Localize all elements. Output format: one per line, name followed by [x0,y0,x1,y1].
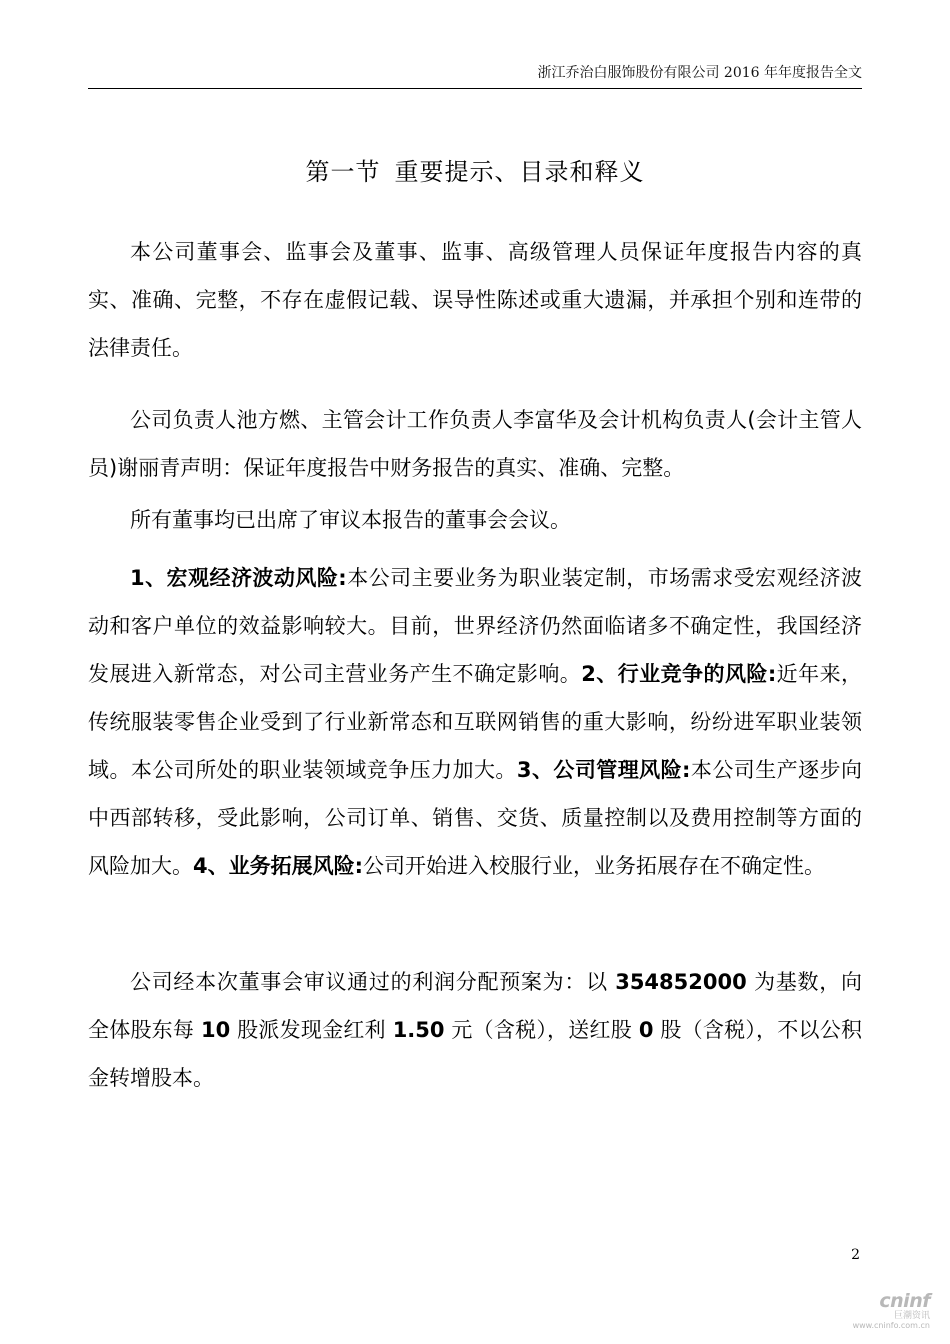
risk-text: 本公司生产逐步向中西部转移，受此影响，公司订单、销售、交货、质量控制以及费用控制等方面的风险加大。 [88,758,863,878]
risk-text: 公司开始进入校服行业，业务拓展存在不确定性。 [363,854,826,878]
paragraph-statement [88,396,862,492]
risk-paragraph [88,554,862,890]
risk-text: 本公司主要业务为职业装定制，市场需求受宏观经济波动和客户单位的效益影响较大。目前，世界经济仍然面临诸多不确定性，我国经济发展进入新常态，对公司主营业务产生不确定影响。 [88,566,862,686]
distribution-text: 股派发现金红利 [230,1018,393,1042]
distribution-text: 元（含税），送红股 [444,1018,639,1042]
paragraph-text: 本公司董事会、监事会及董事、监事、高级管理人员保证年度报告内容的真实、准确、完整，不存在虚假记载、误导性陈述或重大遗漏，并承担个别和连带的法律责任。 [88,240,862,360]
paragraph-responsibility [88,228,862,372]
risk-text: 近年来，传统服装零售企业受到了行业新常态和互联网销售的重大影响，纷纷进军职业装领域。本公司所处的职业装领域竞争压力加大。 [88,662,863,782]
distribution-paragraph [88,958,862,1102]
risk-label: 2、行业竞争的风险: [581,662,777,686]
paragraph-text: 所有董事均已出席了审议本报告的董事会会议。 [130,508,571,532]
paragraph-text: 公司负责人池方燃、主管会计工作负责人李富华及会计机构负责人(会计主管人员)谢丽青声明：保证年度报告中财务报告的真实、准确、完整。 [88,408,862,480]
page-number: 2 [851,1247,860,1263]
distribution-text: 股（含税），不以公积金转增股本。 [88,1018,862,1090]
risk-label: 4、业务拓展风险: [193,854,364,878]
paragraph-attendance [88,496,862,544]
per-shares: 10 [201,1018,231,1042]
section-number: 第一节 [305,158,381,186]
watermark-logo-cn: 巨潮资讯 [893,1311,930,1321]
section-title [0,152,950,187]
bonus-shares: 0 [638,1018,654,1042]
risk-label: 3、公司管理风险: [516,758,691,782]
watermark-url: www.cninfo.com.cn [852,1321,930,1330]
paragraph-risks [88,554,862,890]
distribution-text: 为基数，向全体股东每 [88,970,862,1042]
section-title-text: 重要提示、目录和释义 [394,158,645,186]
page-header [88,62,862,89]
risk-label: 1、宏观经济波动风险: [130,566,347,590]
watermark-logo: cninf [879,1290,930,1312]
cninfo-watermark [822,1292,930,1330]
distribution-text: 公司经本次董事会审议通过的利润分配预案为：以 [130,970,616,994]
base-shares: 354852000 [615,970,747,994]
cash-dividend: 1.50 [392,1018,445,1042]
paragraph-profit-distribution [88,958,862,1102]
header-text: 浙江乔治白服饰股份有限公司 2016 年年度报告全文 [537,65,862,81]
